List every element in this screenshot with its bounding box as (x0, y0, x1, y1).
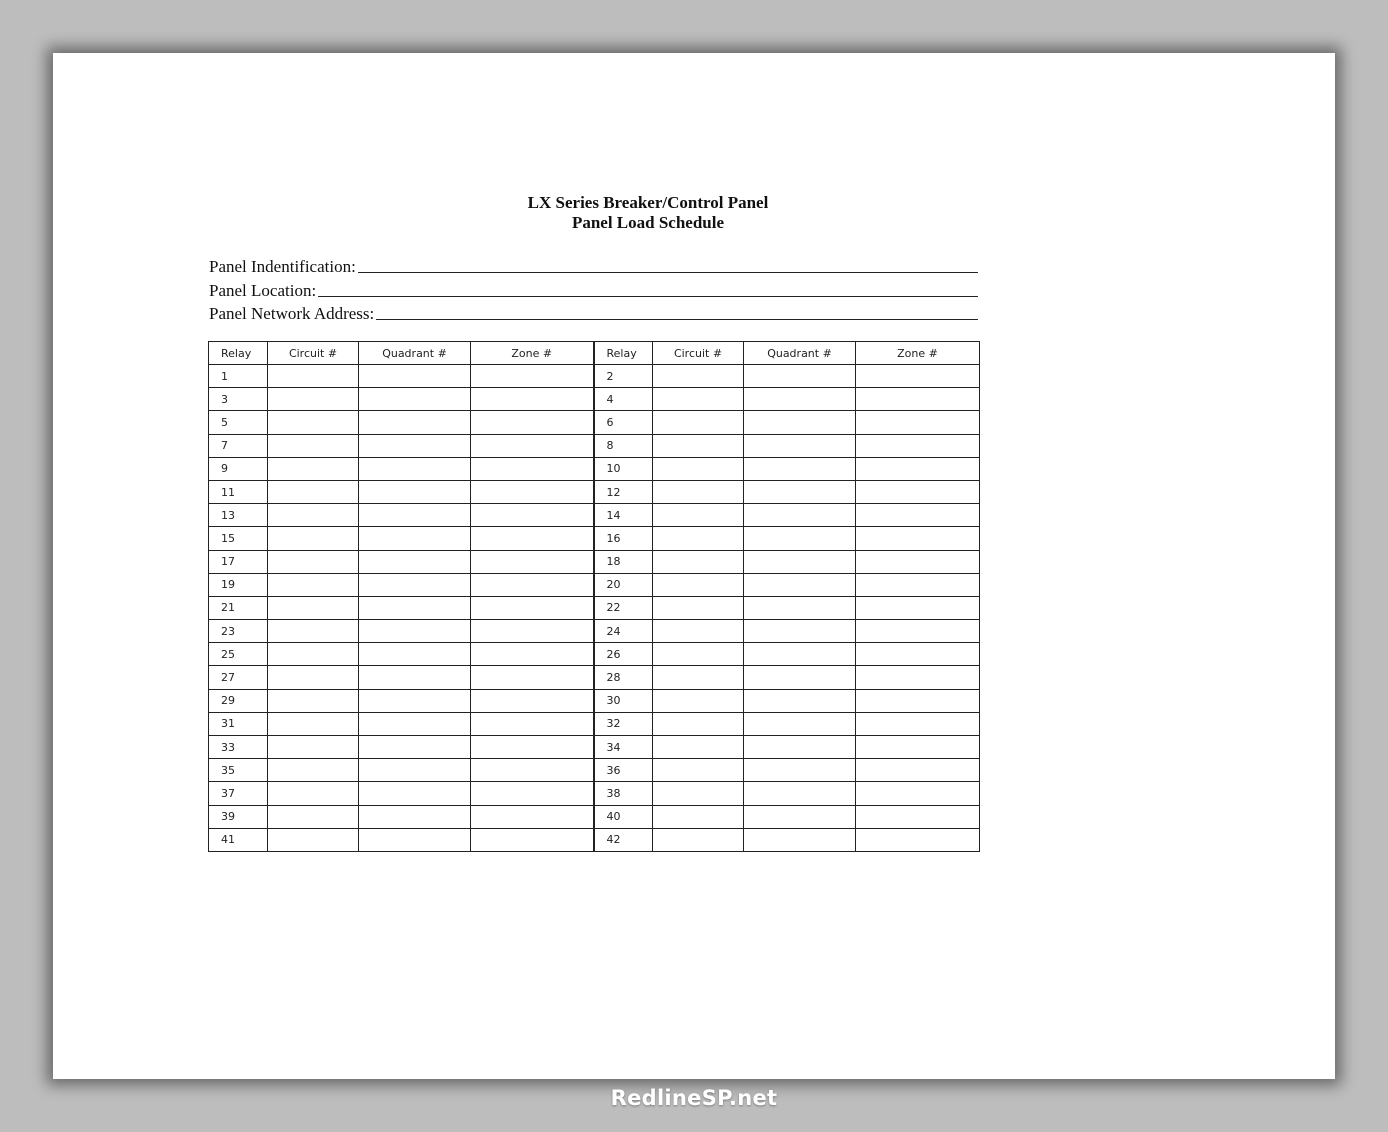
zone-cell[interactable] (856, 411, 980, 434)
table-row (209, 782, 980, 805)
zone-cell[interactable] (856, 457, 980, 480)
relay-cell: 5 (209, 411, 268, 434)
relay-cell: 3 (209, 388, 268, 411)
circuit-cell[interactable] (268, 782, 359, 805)
quadrant-cell[interactable] (744, 457, 856, 480)
site-watermark: RedlineSP.net (610, 1086, 778, 1110)
quadrant-cell[interactable] (359, 457, 471, 480)
panel-identification-field (209, 255, 978, 277)
quadrant-cell[interactable] (359, 596, 471, 619)
zone-cell[interactable] (856, 689, 980, 712)
circuit-cell[interactable] (268, 666, 359, 689)
quadrant-cell[interactable] (359, 736, 471, 759)
zone-cell[interactable] (856, 365, 980, 388)
relay-cell: 6 (594, 411, 653, 434)
document-title (53, 193, 1243, 233)
table-row (209, 689, 980, 712)
zone-cell[interactable] (471, 805, 594, 828)
quadrant-cell[interactable] (359, 411, 471, 434)
circuit-cell[interactable] (653, 573, 744, 596)
quadrant-cell[interactable] (359, 504, 471, 527)
zone-cell[interactable] (856, 782, 980, 805)
load-schedule-table (208, 341, 980, 852)
relay-cell: 23 (209, 620, 268, 643)
quadrant-cell[interactable] (744, 550, 856, 573)
circuit-cell[interactable] (268, 828, 359, 851)
quadrant-cell[interactable] (744, 596, 856, 619)
relay-cell: 9 (209, 457, 268, 480)
circuit-cell[interactable] (268, 365, 359, 388)
table-row (209, 736, 980, 759)
relay-cell: 21 (209, 596, 268, 619)
quadrant-cell[interactable] (359, 689, 471, 712)
circuit-cell[interactable] (268, 620, 359, 643)
circuit-cell[interactable] (653, 527, 744, 550)
table-row (209, 712, 980, 735)
relay-cell: 36 (594, 759, 653, 782)
circuit-cell[interactable] (268, 504, 359, 527)
zone-cell[interactable] (856, 596, 980, 619)
circuit-cell[interactable] (268, 550, 359, 573)
zone-cell[interactable] (471, 620, 594, 643)
quadrant-cell[interactable] (744, 643, 856, 666)
circuit-cell[interactable] (653, 411, 744, 434)
table-row (209, 527, 980, 550)
circuit-cell[interactable] (268, 736, 359, 759)
quadrant-cell[interactable] (744, 805, 856, 828)
zone-cell[interactable] (856, 759, 980, 782)
circuit-cell[interactable] (653, 596, 744, 619)
quadrant-cell[interactable] (744, 388, 856, 411)
relay-cell: 24 (594, 620, 653, 643)
relay-cell: 2 (594, 365, 653, 388)
circuit-cell[interactable] (268, 573, 359, 596)
quadrant-cell[interactable] (359, 620, 471, 643)
relay-cell: 18 (594, 550, 653, 573)
zone-cell[interactable] (471, 828, 594, 851)
zone-cell[interactable] (856, 712, 980, 735)
relay-cell: 40 (594, 805, 653, 828)
header-circuit: Circuit # (653, 342, 744, 365)
zone-cell[interactable] (471, 388, 594, 411)
quadrant-cell[interactable] (744, 411, 856, 434)
relay-cell: 13 (209, 504, 268, 527)
table-row (209, 504, 980, 527)
zone-cell[interactable] (856, 620, 980, 643)
zone-cell[interactable] (856, 504, 980, 527)
quadrant-cell[interactable] (744, 527, 856, 550)
zone-cell[interactable] (856, 527, 980, 550)
circuit-cell[interactable] (653, 759, 744, 782)
quadrant-cell[interactable] (359, 759, 471, 782)
relay-cell: 32 (594, 712, 653, 735)
quadrant-cell[interactable] (744, 365, 856, 388)
zone-cell[interactable] (471, 365, 594, 388)
circuit-cell[interactable] (653, 805, 744, 828)
zone-cell[interactable] (471, 434, 594, 457)
table-row (209, 365, 980, 388)
circuit-cell[interactable] (653, 643, 744, 666)
circuit-cell[interactable] (653, 620, 744, 643)
panel-location-field (209, 279, 978, 301)
table-row (209, 480, 980, 503)
zone-cell[interactable] (856, 573, 980, 596)
table-row (209, 434, 980, 457)
zone-cell[interactable] (471, 643, 594, 666)
circuit-cell[interactable] (653, 388, 744, 411)
quadrant-cell[interactable] (359, 434, 471, 457)
relay-cell: 27 (209, 666, 268, 689)
relay-cell: 22 (594, 596, 653, 619)
table-row (209, 388, 980, 411)
circuit-cell[interactable] (268, 388, 359, 411)
zone-cell[interactable] (471, 504, 594, 527)
relay-cell: 10 (594, 457, 653, 480)
zone-cell[interactable] (471, 596, 594, 619)
relay-cell: 11 (209, 480, 268, 503)
circuit-cell[interactable] (653, 782, 744, 805)
zone-cell[interactable] (856, 388, 980, 411)
quadrant-cell[interactable] (744, 689, 856, 712)
circuit-cell[interactable] (268, 643, 359, 666)
circuit-cell[interactable] (653, 504, 744, 527)
circuit-cell[interactable] (653, 434, 744, 457)
table-row (209, 620, 980, 643)
circuit-cell[interactable] (653, 365, 744, 388)
quadrant-cell[interactable] (359, 573, 471, 596)
quadrant-cell[interactable] (359, 480, 471, 503)
relay-cell: 29 (209, 689, 268, 712)
relay-cell: 34 (594, 736, 653, 759)
relay-cell: 8 (594, 434, 653, 457)
circuit-cell[interactable] (268, 712, 359, 735)
fill-in-line (318, 296, 978, 297)
relay-cell: 14 (594, 504, 653, 527)
quadrant-cell[interactable] (359, 782, 471, 805)
table-row (209, 550, 980, 573)
zone-cell[interactable] (471, 712, 594, 735)
quadrant-cell[interactable] (744, 480, 856, 503)
header-quadrant: Quadrant # (744, 342, 856, 365)
relay-cell: 4 (594, 388, 653, 411)
circuit-cell[interactable] (653, 666, 744, 689)
quadrant-cell[interactable] (744, 736, 856, 759)
zone-cell[interactable] (471, 666, 594, 689)
zone-cell[interactable] (471, 457, 594, 480)
relay-cell: 26 (594, 643, 653, 666)
quadrant-cell[interactable] (359, 550, 471, 573)
circuit-cell[interactable] (653, 828, 744, 851)
table-row (209, 759, 980, 782)
relay-cell: 19 (209, 573, 268, 596)
quadrant-cell[interactable] (359, 388, 471, 411)
zone-cell[interactable] (471, 782, 594, 805)
zone-cell[interactable] (856, 480, 980, 503)
field-label: Panel Indentification: (209, 257, 356, 276)
relay-cell: 7 (209, 434, 268, 457)
quadrant-cell[interactable] (359, 643, 471, 666)
header-zone: Zone # (471, 342, 594, 365)
quadrant-cell[interactable] (359, 527, 471, 550)
zone-cell[interactable] (471, 550, 594, 573)
relay-cell: 12 (594, 480, 653, 503)
zone-cell[interactable] (471, 759, 594, 782)
quadrant-cell[interactable] (744, 434, 856, 457)
zone-cell[interactable] (471, 573, 594, 596)
field-label: Panel Location: (209, 281, 317, 300)
panel-network-address-field (209, 302, 978, 324)
table-row (209, 457, 980, 480)
zone-cell[interactable] (471, 411, 594, 434)
quadrant-cell[interactable] (744, 666, 856, 689)
quadrant-cell[interactable] (359, 365, 471, 388)
quadrant-cell[interactable] (744, 759, 856, 782)
quadrant-cell[interactable] (359, 805, 471, 828)
circuit-cell[interactable] (268, 434, 359, 457)
relay-cell: 39 (209, 805, 268, 828)
quadrant-cell[interactable] (744, 504, 856, 527)
circuit-cell[interactable] (653, 550, 744, 573)
relay-cell: 33 (209, 736, 268, 759)
circuit-cell[interactable] (653, 480, 744, 503)
field-label: Panel Network Address: (209, 304, 375, 323)
circuit-cell[interactable] (268, 457, 359, 480)
relay-cell: 15 (209, 527, 268, 550)
circuit-cell[interactable] (268, 805, 359, 828)
zone-cell[interactable] (856, 828, 980, 851)
table-row (209, 411, 980, 434)
header-relay: Relay (209, 342, 268, 365)
quadrant-cell[interactable] (744, 573, 856, 596)
circuit-cell[interactable] (268, 527, 359, 550)
zone-cell[interactable] (471, 527, 594, 550)
quadrant-cell[interactable] (744, 712, 856, 735)
table-header-row (209, 342, 980, 365)
quadrant-cell[interactable] (744, 828, 856, 851)
header-circuit: Circuit # (268, 342, 359, 365)
circuit-cell[interactable] (268, 480, 359, 503)
circuit-cell[interactable] (653, 712, 744, 735)
table-row (209, 573, 980, 596)
relay-cell: 35 (209, 759, 268, 782)
circuit-cell[interactable] (653, 689, 744, 712)
circuit-cell[interactable] (653, 736, 744, 759)
title-line-2: Panel Load Schedule (571, 213, 725, 232)
relay-cell: 17 (209, 550, 268, 573)
relay-cell: 28 (594, 666, 653, 689)
relay-cell: 38 (594, 782, 653, 805)
zone-cell[interactable] (856, 736, 980, 759)
header-relay: Relay (594, 342, 653, 365)
zone-cell[interactable] (856, 550, 980, 573)
table-row (209, 596, 980, 619)
title-line-1: LX Series Breaker/Control Panel (527, 193, 769, 212)
relay-cell: 37 (209, 782, 268, 805)
zone-cell[interactable] (471, 480, 594, 503)
circuit-cell[interactable] (268, 596, 359, 619)
zone-cell[interactable] (471, 736, 594, 759)
relay-cell: 41 (209, 828, 268, 851)
zone-cell[interactable] (856, 643, 980, 666)
circuit-cell[interactable] (268, 759, 359, 782)
fill-in-line (358, 272, 978, 273)
quadrant-cell[interactable] (744, 620, 856, 643)
quadrant-cell[interactable] (359, 666, 471, 689)
relay-cell: 20 (594, 573, 653, 596)
zone-cell[interactable] (471, 689, 594, 712)
relay-cell: 31 (209, 712, 268, 735)
circuit-cell[interactable] (268, 411, 359, 434)
header-zone: Zone # (856, 342, 980, 365)
relay-cell: 30 (594, 689, 653, 712)
table-row (209, 805, 980, 828)
table-row (209, 643, 980, 666)
table-row (209, 828, 980, 851)
relay-cell: 25 (209, 643, 268, 666)
circuit-cell[interactable] (653, 457, 744, 480)
fill-in-line (376, 319, 978, 320)
circuit-cell[interactable] (268, 689, 359, 712)
relay-cell: 1 (209, 365, 268, 388)
zone-cell[interactable] (856, 666, 980, 689)
header-quadrant: Quadrant # (359, 342, 471, 365)
table-row (209, 666, 980, 689)
zone-cell[interactable] (856, 805, 980, 828)
zone-cell[interactable] (856, 434, 980, 457)
quadrant-cell[interactable] (359, 828, 471, 851)
quadrant-cell[interactable] (359, 712, 471, 735)
relay-cell: 42 (594, 828, 653, 851)
document-page (53, 53, 1335, 1079)
relay-cell: 16 (594, 527, 653, 550)
quadrant-cell[interactable] (744, 782, 856, 805)
